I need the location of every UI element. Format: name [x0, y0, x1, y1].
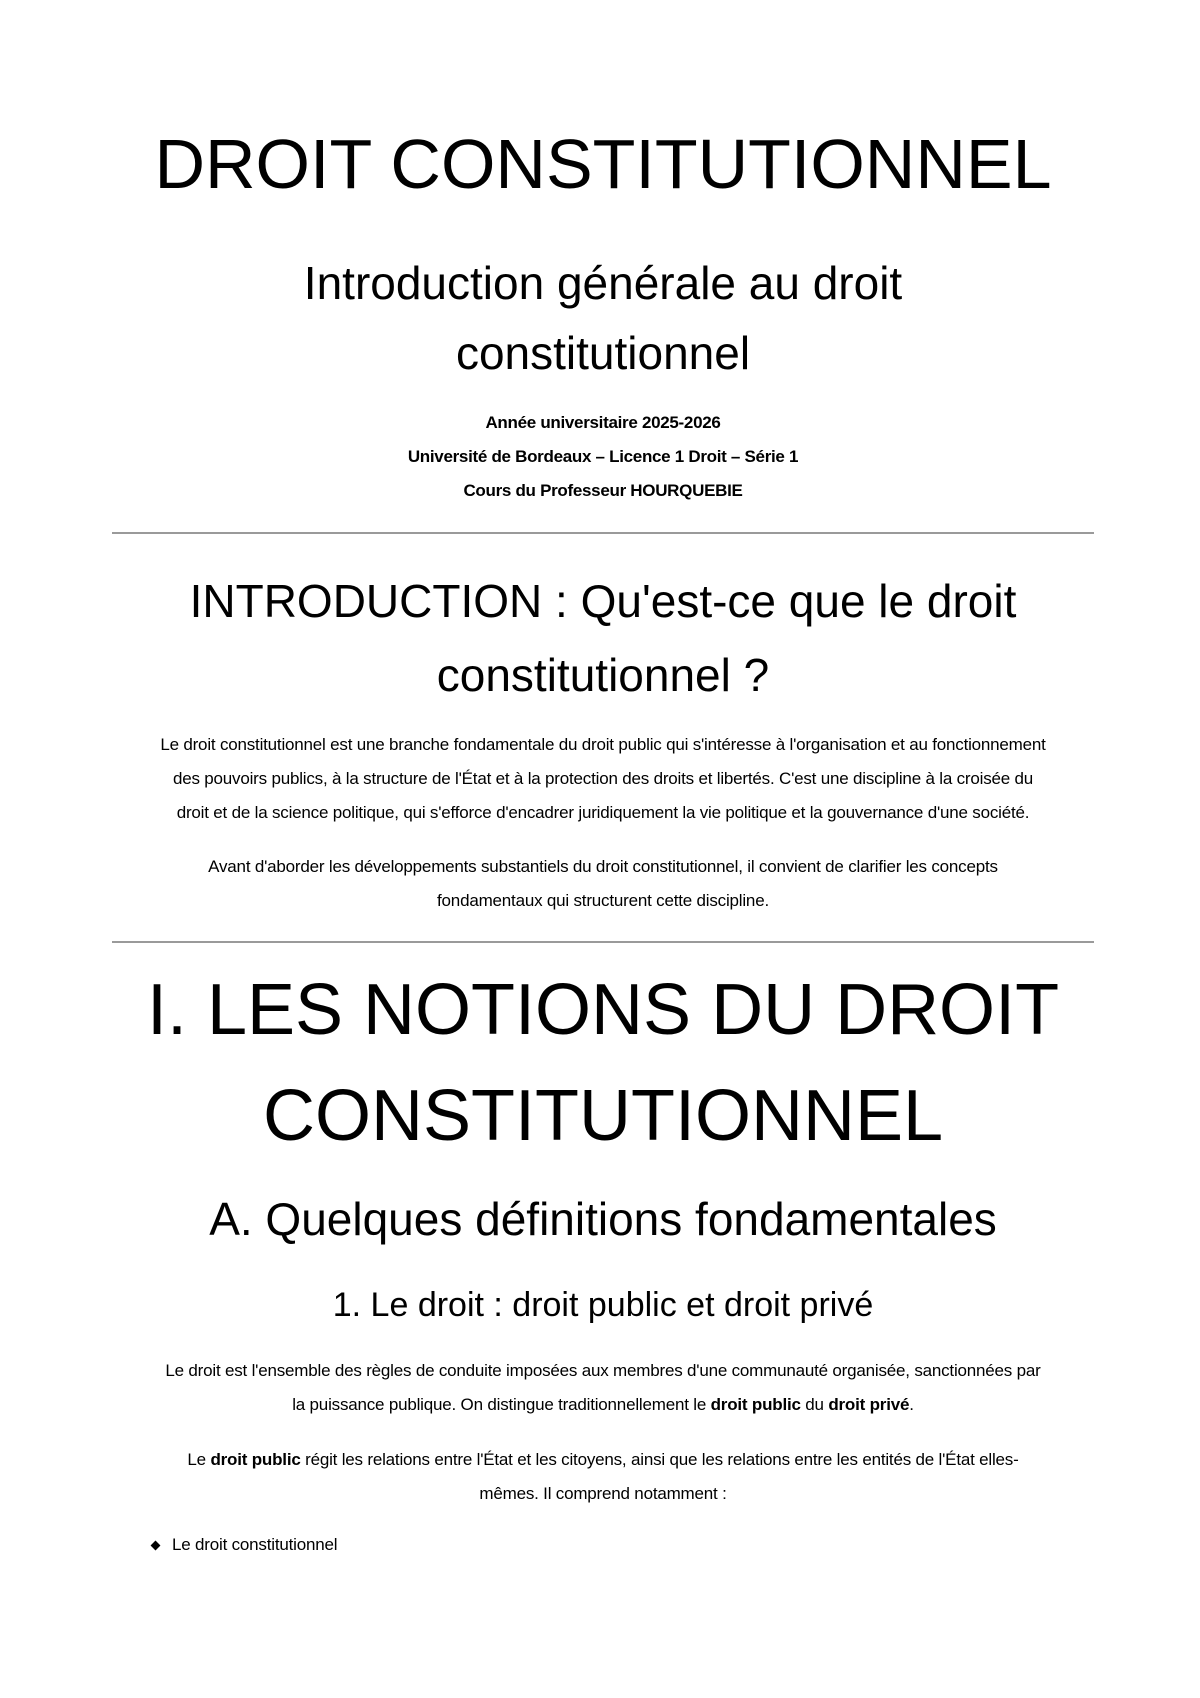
- paragraph-line: Le droit est l'ensemble des règles de conduite imposées aux membres d'une communauté organisée, sanctionnées par: [165, 1361, 1041, 1380]
- bold-term: droit public: [710, 1395, 801, 1414]
- university-line: Université de Bordeaux – Licence 1 Droit – Série 1: [407, 447, 799, 466]
- list-item-label: Le droit constitutionnel: [172, 1535, 338, 1554]
- introduction-heading-line-2: constitutionnel ?: [436, 649, 770, 701]
- paragraph-line: droit et de la science politique, qui s'efforce d'encadrer juridiquement la vie politique et la gouvernance d'une société.: [176, 803, 1030, 822]
- introduction-paragraph-2: [112, 850, 1094, 918]
- bullet-icon: [151, 1541, 161, 1551]
- introduction-heading-line-1: INTRODUCTION : Qu'est-ce que le droit: [189, 575, 1017, 627]
- droit-public-paragraph: [112, 1443, 1094, 1511]
- list-item: [150, 1528, 337, 1562]
- subtitle-line-2: constitutionnel: [455, 327, 751, 379]
- divider: [112, 941, 1094, 943]
- paragraph-line: Avant d'aborder les développements substantiels du droit constitutionnel, il convient de clarifier les concepts: [208, 857, 998, 876]
- paragraph-text: Le: [187, 1450, 211, 1469]
- part-1-heading: [112, 957, 1094, 1169]
- subsection-1-heading: 1. Le droit : droit public et droit privé: [332, 1286, 874, 1324]
- bold-term: droit privé: [828, 1395, 910, 1414]
- introduction-heading: [112, 564, 1094, 712]
- paragraph-line: Le droit constitutionnel est une branche fondamentale du droit public qui s'intéresse à l'organisation et au fonctionnement: [160, 735, 1046, 754]
- paragraph-text: régit les relations entre l'État et les citoyens, ainsi que les relations entre les entités de l'État elles-: [300, 1450, 1019, 1469]
- paragraph-text: la puissance publique. On distingue traditionnellement le: [292, 1395, 711, 1414]
- academic-year: Année universitaire 2025-2026: [485, 413, 721, 432]
- course-meta: [112, 406, 1094, 508]
- paragraph-text: du: [800, 1395, 829, 1414]
- paragraph-line: mêmes. Il comprend notamment :: [479, 1484, 727, 1503]
- document-subtitle: [112, 248, 1094, 388]
- droit-public-list: [150, 1528, 337, 1562]
- paragraph-text: .: [909, 1395, 914, 1414]
- document-title: DROIT CONSTITUTIONNEL: [154, 125, 1052, 203]
- divider: [112, 532, 1094, 534]
- introduction-paragraph-1: [112, 728, 1094, 830]
- droit-definition-paragraph: [112, 1354, 1094, 1422]
- subtitle-line-1: Introduction générale au droit: [303, 257, 903, 309]
- paragraph-line: des pouvoirs publics, à la structure de l'État et à la protection des droits et libertés. C'est une discipline à la croisée du: [172, 769, 1034, 788]
- part-1-heading-line-1: I. LES NOTIONS DU DROIT: [146, 970, 1060, 1050]
- professor-line: Cours du Professeur HOURQUEBIE: [463, 481, 743, 500]
- part-1-heading-line-2: CONSTITUTIONNEL: [262, 1076, 944, 1156]
- paragraph-line: fondamentaux qui structurent cette discipline.: [437, 891, 769, 910]
- bold-term: droit public: [210, 1450, 301, 1469]
- section-a-heading: A. Quelques définitions fondamentales: [209, 1193, 997, 1245]
